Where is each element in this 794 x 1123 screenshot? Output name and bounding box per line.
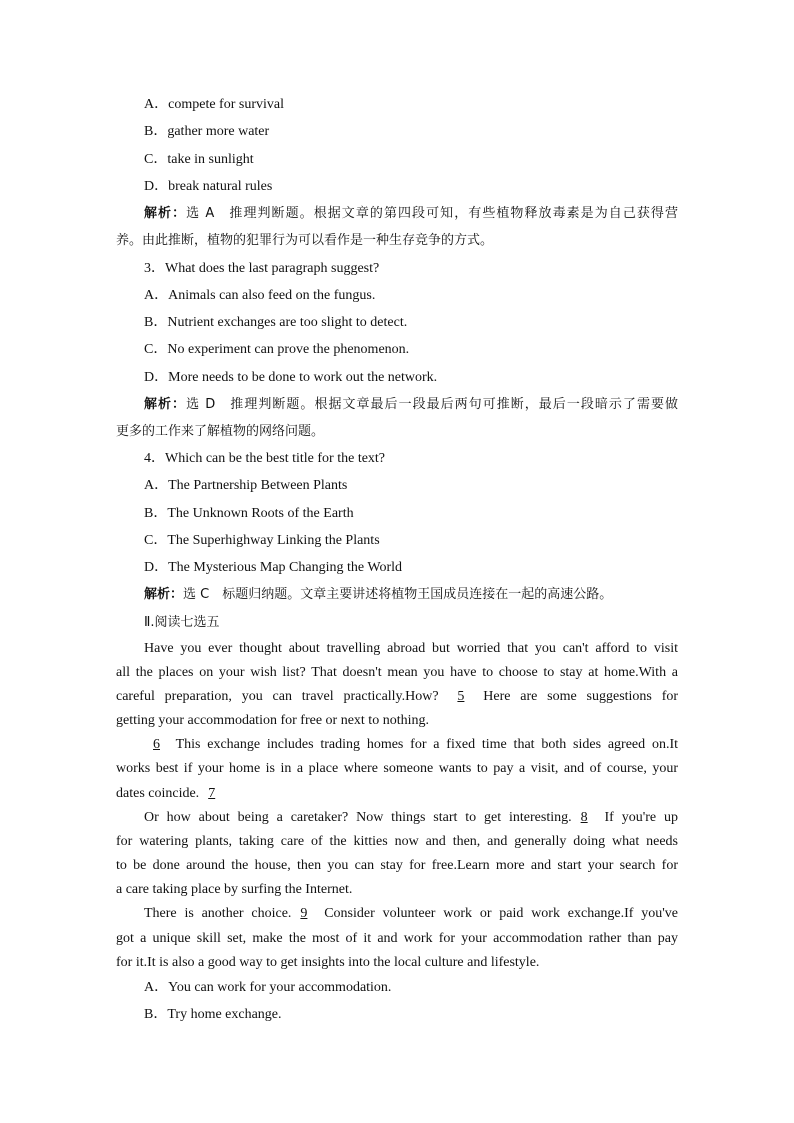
s2-option-a: A．You can work for your accommodation. (144, 980, 392, 995)
q2-analysis-line1: 解析：选 A 推理判断题。根据文章的第四段可知，有些植物释放毒素是为自己获得营 (144, 206, 678, 221)
p4-line2: got a unique skill set, make the most of it and work for your accommodation rather than pay (116, 931, 678, 946)
p1-line1: Have you ever thought about travelling abroad but worried that you can't afford to visit (144, 641, 678, 656)
q3-analysis-line2: 更多的工作来了解植物的网络问题。 (116, 424, 325, 439)
p4-line3: for it.It is also a good way to get insights into the local culture and lifestyle. (116, 955, 540, 970)
q4-option-c: C．The Superhighway Linking the Plants (144, 533, 380, 548)
q4-analysis-line1: 解析：选 C 标题归纳题。文章主要讲述将植物王国成员连接在一起的高速公路。 (144, 587, 613, 602)
p3-line3: to be done around the house, then you can stay for free.Learn more and start your search for (116, 858, 678, 873)
analysis-label: 解析： (144, 587, 184, 602)
p2-line1: 6 This exchange includes trading homes for a fixed time that both sides agreed on.It (144, 736, 678, 754)
blank-9[interactable]: 9 (300, 906, 308, 921)
p1-line3: careful preparation, you can travel practically.How? 5 Here are some suggestions for (116, 689, 679, 704)
q3-analysis-line1: 解析：选 D 推理判断题。根据文章最后一段最后两句可推断，最后一段暗示了需要做 (144, 397, 678, 412)
section-heading: Ⅱ.阅读七选五 (144, 615, 220, 630)
q2-option-b: B．gather more water (144, 124, 270, 139)
q2-analysis-line2: 养。由此推断，植物的犯罪行为可以看作是一种生存竞争的方式。 (116, 233, 494, 248)
blank-6[interactable]: 6 (153, 737, 160, 752)
p2-line2: works best if your home is in a place where someone wants to pay a visit, and of course, your (116, 761, 678, 776)
q3-option-b: B．Nutrient exchanges are too slight to detect. (144, 315, 408, 330)
q3-option-a: A．Animals can also feed on the fungus. (144, 288, 376, 303)
q3-option-d: D．More needs to be done to work out the network. (144, 370, 438, 385)
p3-line2: for watering plants, taking care of the kitties now and then, and generally doing what needs (116, 834, 678, 849)
p2-line3: dates coincide. 7 (116, 785, 678, 803)
p3-line1: Or how about being a caretaker? Now things start to get interesting. 8 If you're up (144, 810, 678, 825)
p1-line2: all the places on your wish list? That doesn't mean you have to choose to stay at home.With a (116, 665, 678, 680)
blank-7[interactable]: 7 (208, 786, 216, 801)
q2-option-a: A．compete for survival (144, 97, 284, 112)
s2-option-b: B．Try home exchange. (144, 1007, 282, 1022)
analysis-label: 解析： (144, 397, 187, 412)
analysis-label: 解析： (144, 206, 187, 221)
q4-option-d: D．The Mysterious Map Changing the World (144, 560, 402, 575)
q4-option-a: A．The Partnership Between Plants (144, 478, 348, 493)
q4-stem: 4．Which can be the best title for the text? (144, 451, 386, 466)
q4-option-b: B．The Unknown Roots of the Earth (144, 506, 354, 521)
q3-stem: 3．What does the last paragraph suggest? (144, 261, 380, 276)
p3-line4: a care taking place by surfing the Internet. (116, 882, 353, 897)
q2-option-d: D．break natural rules (144, 179, 273, 194)
blank-5[interactable]: 5 (457, 689, 465, 704)
p1-line4: getting your accommodation for free or next to nothing. (116, 713, 429, 728)
p4-line1: There is another choice. 9 Consider volunteer work or paid work exchange.If you've (144, 906, 678, 921)
blank-8[interactable]: 8 (580, 810, 588, 825)
q3-option-c: C．No experiment can prove the phenomenon. (144, 342, 410, 357)
q2-option-c: C．take in sunlight (144, 152, 254, 167)
